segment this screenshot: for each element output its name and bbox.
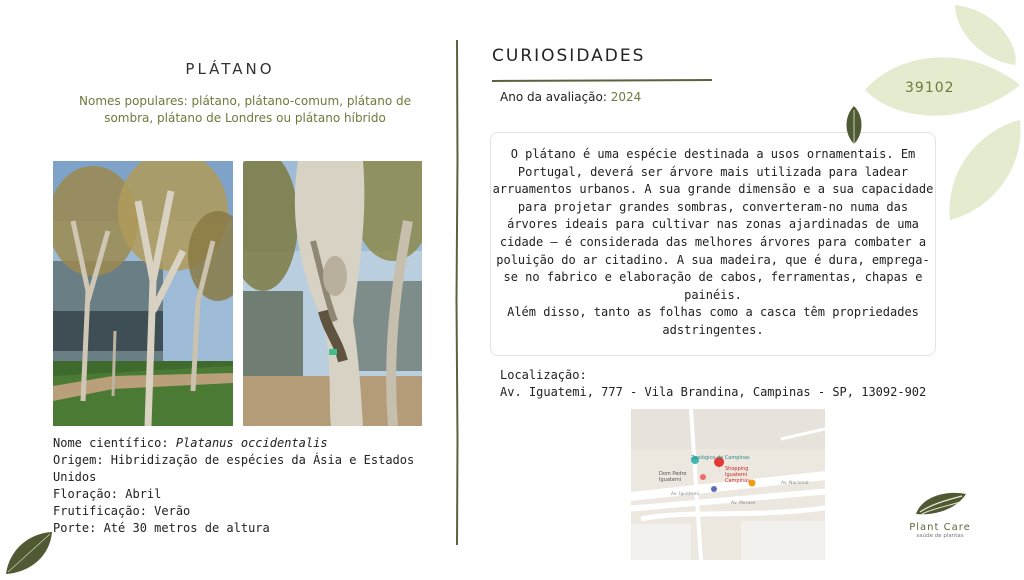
curiosity-paragraph-1: O plátano é uma espécie destinada a usos ornamentais. Em Portugal, deverá ser árvore mais utilizada para ladear arruamentos urbanos. A sua grande dimensão e a sua capacidade para projetar grandes sombras, converteram-no numa das árvores ideais para cultivar nas zonas ajardinadas de uma cidade – é considerada das melhores árvores para combater a poluição do ar citadino. A sua madeira, que é dura, emprega-se no fabrico e elaboração de cabos, ferramentas, chapas e painéis. — [492, 147, 934, 302]
decorative-leaves-icon — [860, 0, 1024, 234]
species-title: PLÁTANO — [185, 60, 275, 78]
tree-size: Porte: Até 30 metros de altura — [53, 521, 270, 535]
plant-care-leaf-icon — [912, 488, 968, 518]
brand-tagline: saúde de plantas — [916, 533, 964, 539]
origin: Origem: Hibridização de espécies da Ásia e Estados Unidos — [53, 453, 415, 484]
title-underline — [492, 69, 714, 88]
scientific-label: Nome científico: — [53, 436, 176, 450]
fruiting: Frutificação: Verão — [53, 504, 191, 518]
location — [500, 367, 926, 401]
small-leaf-icon — [844, 106, 864, 150]
plant-care-logo — [904, 488, 976, 539]
tree-trunk-photo — [243, 161, 422, 426]
tree-row-photo — [53, 161, 233, 426]
record-number-badge: 39102 — [905, 80, 955, 96]
map-label-moraes: Av. Moraes — [731, 501, 756, 506]
map-label-nacional: Av. Nacional — [781, 481, 809, 486]
location-map[interactable] — [631, 409, 825, 560]
curiosity-paragraph-2: Além disso, tanto as folhas como a casca têm propriedades adstringentes. — [507, 305, 919, 337]
address: Av. Iguatemi, 777 - Vila Brandina, Campinas - SP, 13092-902 — [500, 385, 927, 399]
map-label-iguatemi: Av. Iguatemi — [671, 492, 699, 497]
corner-leaf-icon — [4, 530, 54, 580]
map-label-shopping: Shopping Iguatemi Campinas — [725, 466, 750, 484]
curiosities-title: CURIOSIDADES — [492, 46, 646, 66]
scientific-name — [53, 435, 443, 452]
assessment-year — [500, 90, 641, 104]
species-details — [53, 435, 443, 537]
year-value: 2024 — [610, 90, 642, 104]
location-label: Localização: — [500, 368, 587, 382]
year-label: Ano da avaliação: — [500, 90, 611, 104]
map-label-zoo: Zoológico de Campinas — [691, 455, 750, 461]
flowering: Floração: Abril — [53, 487, 162, 501]
popular-names: Nomes populares: plátano, plátano-comum, plátano de sombra, plátano de Londres ou plátano híbrido — [79, 94, 411, 125]
scientific-value: Platanus occidentalis — [175, 436, 328, 450]
column-divider — [455, 40, 459, 545]
map-label-dom-pedro: Dom Pedro Iguatemi — [659, 471, 687, 483]
brand-name: Plant Care — [909, 522, 971, 533]
